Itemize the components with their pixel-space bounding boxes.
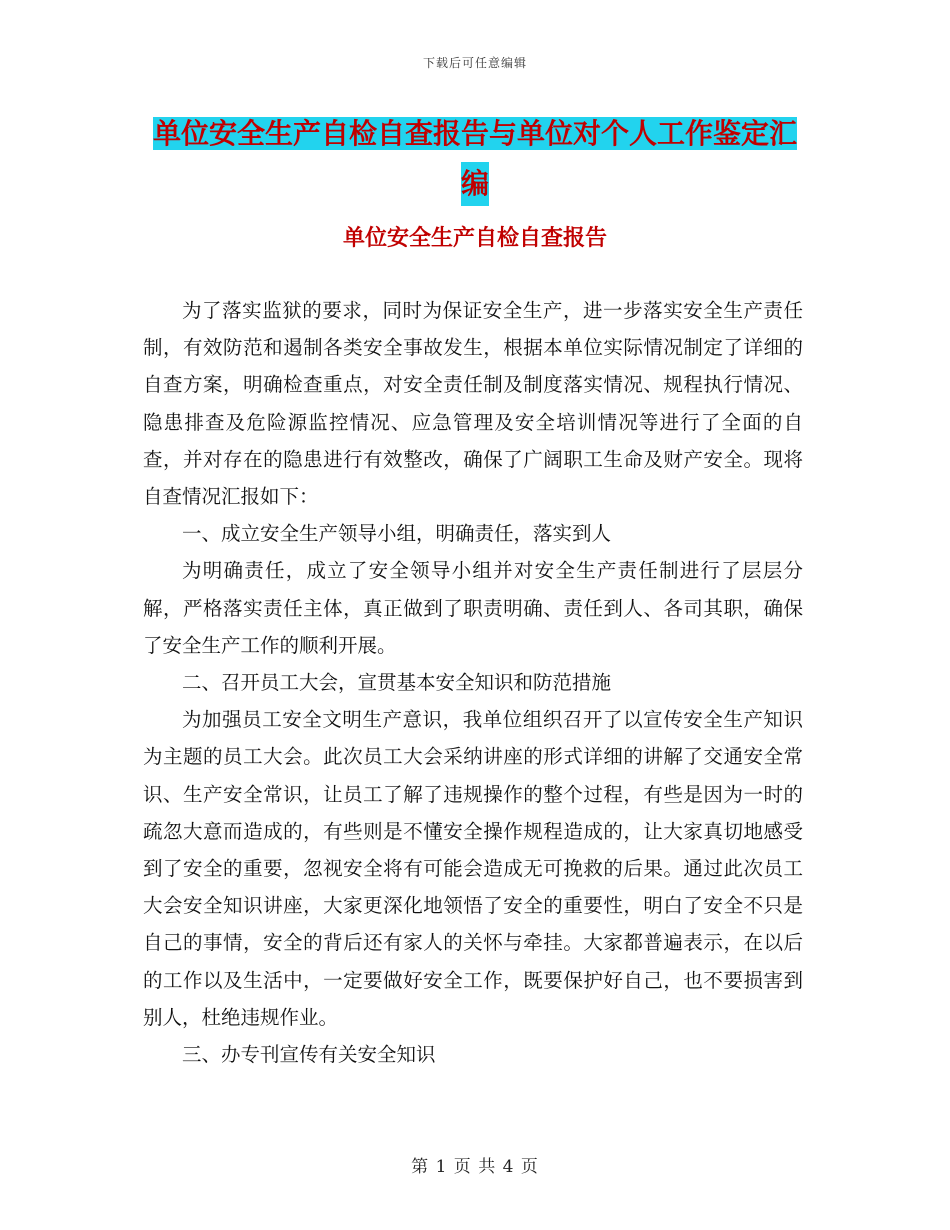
page-number: 第 1 页 共 4 页: [411, 1157, 539, 1177]
paragraph-responsibility: 为明确责任，成立了安全领导小组并对安全生产责任制进行了层层分解，严格落实责任主体，真正做到了职责明确、责任到人、各司其职，确保了安全生产工作的顺利开展。: [143, 559, 803, 657]
document-title: [0, 112, 950, 206]
intro-paragraph: 为了落实监狱的要求，同时为保证安全生产，进一步落实安全生产责任制，有效防范和遏制各类安全事故发生，根据本单位实际情况制定了详细的自查方案，明确检查重点，对安全责任制及制度落实情况、规程执行情况、隐患排查及危险源监控情况、应急管理及安全培训情况等进行了全面的自查，并对存在的隐患进行有效整改，确保了广阔职工生命及财产安全。现将自查情况汇报如下：: [143, 299, 803, 509]
document-title-line-2: 编: [461, 162, 489, 206]
section-title: 单位安全生产自检自查报告: [342, 226, 607, 251]
heading-leadership-group: 一、成立安全生产领导小组，明确责任，落实到人: [182, 522, 612, 546]
document-body: [143, 292, 803, 1073]
paragraph-staff-meeting: 为加强员工安全文明生产意识，我单位组织召开了以宣传安全生产知识为主题的员工大会。此次员工大会采纳讲座的形式详细的讲解了交通安全常识、生产安全常识，让员工了解了违规操作的整个过程，有些是因为一时的疏忽大意而造成的，有些则是不懂安全操作规程造成的，让大家真切地感受到了安全的重要，忽视安全将有可能会造成无可挽救的后果。通过此次员工大会安全知识讲座，大家更深化地领悟了安全的重要性，明白了安全不只是自己的事情，安全的背后还有家人的关怀与牵挂。大家都普遍表示，在以后的工作以及生活中，一定要做好安全工作，既要保护好自己，也不要损害到别人，杜绝违规作业。: [143, 708, 803, 1029]
header-note: 下载后可任意编辑: [422, 56, 527, 70]
heading-staff-meeting: 二、召开员工大会，宣贯基本安全知识和防范措施: [182, 671, 612, 695]
document-title-line-1: 单位安全生产自检自查报告与单位对个人工作鉴定汇: [152, 117, 797, 150]
heading-special-publication: 三、办专刊宣传有关安全知识: [182, 1043, 436, 1067]
